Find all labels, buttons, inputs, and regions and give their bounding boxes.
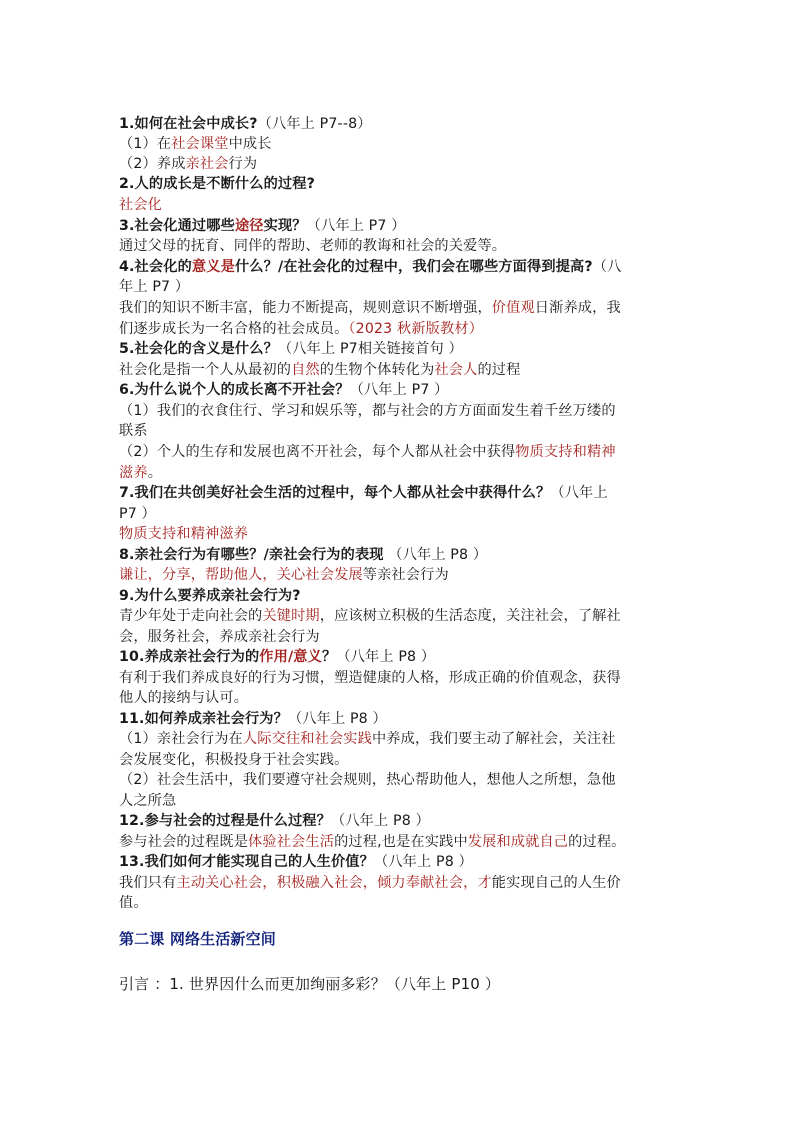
answer-line bbox=[119, 750, 348, 770]
highlighted-text: 意义是 bbox=[191, 259, 235, 275]
text-segment: 人之所急 bbox=[119, 793, 177, 809]
text-segment: 会，服务社会，养成亲社会行为 bbox=[119, 629, 320, 645]
answer-line bbox=[119, 606, 621, 626]
highlighted-text: 社会化 bbox=[119, 197, 163, 213]
text-segment: 10.养成亲社会行为的 bbox=[119, 649, 260, 665]
highlighted-text: 亲社会 bbox=[185, 156, 229, 172]
section-heading bbox=[119, 929, 276, 949]
answer-line bbox=[119, 974, 500, 994]
text-segment: ？ bbox=[321, 649, 337, 665]
text-segment: 联系 bbox=[119, 423, 148, 439]
text-segment: （1）在 bbox=[119, 136, 172, 152]
text-segment: 的生物个体转化为 bbox=[319, 362, 435, 378]
text-segment: 社会化是指一个人从最初的 bbox=[119, 362, 292, 378]
text-segment: 中养成，我们要主动了解社会，关注社 bbox=[371, 731, 616, 747]
answer-line bbox=[119, 401, 616, 421]
text-segment: 等亲社会行为 bbox=[362, 567, 449, 583]
source-reference: （八年上 P8 ） bbox=[287, 711, 387, 727]
text-segment: 行为 bbox=[228, 156, 258, 172]
text-segment: 青少年处于走向社会的 bbox=[119, 608, 263, 624]
text-segment: 能实现自己的人生价 bbox=[491, 875, 621, 891]
answer-line bbox=[119, 893, 148, 913]
highlighted-text: 自然 bbox=[291, 362, 320, 378]
text-segment: 的过程 bbox=[477, 362, 521, 378]
source-reference: （八年上 P7 ） bbox=[306, 218, 406, 234]
answer-line bbox=[119, 442, 616, 462]
text-segment: 有利于我们养成良好的行为习惯，塑造健康的人格，形成正确的价值观念，获得 bbox=[119, 670, 621, 686]
highlighted-text: 人际交往和社会实践 bbox=[242, 731, 372, 747]
text-segment: （2）养成 bbox=[119, 156, 186, 172]
answer-line bbox=[119, 360, 520, 380]
answer-line bbox=[119, 154, 257, 174]
answer-line bbox=[119, 627, 320, 647]
answer-line bbox=[119, 298, 621, 318]
source-reference: （八年上 P7--8） bbox=[257, 116, 372, 132]
text-segment: 日渐养成，我 bbox=[534, 300, 621, 316]
source-reference: （八年上 P8 ） bbox=[330, 813, 430, 829]
source-reference: （八年上 P7相关链接首句 ） bbox=[277, 341, 463, 357]
answer-line bbox=[119, 770, 616, 790]
source-reference: （八年上 P8 ） bbox=[383, 547, 488, 563]
highlighted-text: 途径 bbox=[234, 218, 264, 234]
answer-line bbox=[119, 524, 248, 544]
highlighted-text: 价值观 bbox=[491, 300, 535, 316]
source-reference: （八 bbox=[592, 259, 622, 275]
text-segment: 1.如何在社会中成长? bbox=[119, 116, 258, 132]
text-segment: 2.人的成长是不断什么的过程? bbox=[119, 176, 315, 192]
highlighted-text: 发展和成就自己 bbox=[467, 834, 569, 850]
source-reference: （八年上 P8 ） bbox=[373, 854, 473, 870]
question-line bbox=[119, 647, 435, 667]
answer-line bbox=[119, 463, 162, 483]
text-segment: （1）亲社会行为在 bbox=[119, 731, 243, 747]
highlighted-text: 体验社会生活 bbox=[248, 834, 335, 850]
answer-line bbox=[119, 319, 483, 339]
text-segment: 13.我们如何才能实现自己的人生价值？ bbox=[119, 854, 374, 870]
highlighted-text: 社会人 bbox=[434, 362, 478, 378]
text-segment: 7.我们在共创美好社会生活的过程中，每个人都从社会中获得什么？ bbox=[119, 485, 551, 501]
source-reference: P7 ） bbox=[119, 506, 156, 522]
source-reference: （八年上 bbox=[550, 485, 608, 501]
answer-line bbox=[119, 277, 189, 297]
answer-line bbox=[119, 565, 449, 585]
text-segment: ，应该树立积极的生活态度，关注社会，了解社 bbox=[319, 608, 621, 624]
answer-line bbox=[119, 873, 621, 893]
text-segment: 引言 ：1. 世界因什么而更加绚丽多彩？（八年上 P10 ） bbox=[119, 975, 501, 993]
highlighted-text: 滋养 bbox=[119, 465, 148, 481]
text-segment: 中成长 bbox=[228, 136, 272, 152]
question-line bbox=[119, 709, 387, 729]
text-segment: 。 bbox=[147, 465, 163, 481]
answer-line bbox=[119, 688, 248, 708]
text-segment: 4.社会化的 bbox=[119, 259, 192, 275]
text-segment: （2）社会生活中，我们要遵守社会规则，热心帮助他人，想他人之所想，急他 bbox=[119, 772, 616, 788]
question-line bbox=[119, 257, 621, 277]
answer-line bbox=[119, 421, 148, 441]
text-segment: （1）我们的衣食住行、学习和娱乐等，都与社会的方方面面发生着千丝万缕的 bbox=[119, 403, 616, 419]
highlighted-text: 物质支持和精神滋养 bbox=[119, 526, 249, 542]
text-segment: 6.为什么说个人的成长离不开社会？ bbox=[119, 382, 350, 398]
question-line bbox=[119, 483, 608, 503]
question-line bbox=[119, 339, 463, 359]
question-line bbox=[119, 114, 372, 134]
answer-line bbox=[119, 195, 162, 215]
text-segment: 8.亲社会行为有哪些？/亲社会行为的表现 bbox=[119, 547, 384, 563]
text-segment: 通过父母的抚育、同伴的帮助、老师的教诲和社会的关爱等。 bbox=[119, 238, 507, 254]
question-line bbox=[119, 545, 487, 565]
text-segment: 9.为什么要养成亲社会行为? bbox=[119, 588, 301, 604]
text-segment: 我们只有 bbox=[119, 875, 177, 891]
text-segment: 值。 bbox=[119, 895, 148, 911]
answer-line bbox=[119, 134, 272, 154]
text-segment: 参与社会的过程既是 bbox=[119, 834, 249, 850]
text-segment: 年上 P7 ） bbox=[119, 279, 190, 295]
question-line bbox=[119, 586, 301, 606]
question-line bbox=[119, 811, 430, 831]
highlighted-text: 关键时期 bbox=[262, 608, 320, 624]
text-segment: 什么？/在社会化的过程中，我们会在哪些方面得到提高? bbox=[234, 259, 593, 275]
question-line bbox=[119, 504, 156, 524]
question-line bbox=[119, 380, 449, 400]
text-segment: 我们的知识不断丰富，能力不断提高，规则意识不断增强， bbox=[119, 300, 492, 316]
answer-line bbox=[119, 832, 626, 852]
question-line bbox=[119, 174, 315, 194]
answer-line bbox=[119, 791, 176, 811]
highlighted-text: 谦让，分享，帮助他人，关心社会发展 bbox=[119, 567, 363, 583]
source-reference: （八年上 P7 ） bbox=[349, 382, 449, 398]
text-segment: 第二课 网络生活新空间 bbox=[119, 930, 276, 948]
text-segment: 他人的接纳与认可。 bbox=[119, 690, 249, 706]
answer-line bbox=[119, 668, 621, 688]
highlighted-text: 物质支持和精神 bbox=[515, 444, 616, 460]
highlighted-text: （2023 秋新版教材） bbox=[348, 321, 484, 337]
highlighted-text: 作用/意义 bbox=[259, 649, 322, 665]
text-segment: 11.如何养成亲社会行为？ bbox=[119, 711, 288, 727]
text-segment: 3.社会化通过哪些 bbox=[119, 218, 235, 234]
answer-line bbox=[119, 236, 506, 256]
text-segment: （2）个人的生存和发展也离不开社会，每个人都从社会中获得 bbox=[119, 444, 516, 460]
question-line bbox=[119, 852, 473, 872]
text-segment: 5.社会化的含义是什么？ bbox=[119, 341, 278, 357]
text-segment: 实现？ bbox=[263, 218, 307, 234]
question-line bbox=[119, 216, 406, 236]
text-segment: 12.参与社会的过程是什么过程？ bbox=[119, 813, 331, 829]
answer-line bbox=[119, 729, 616, 749]
text-segment: 的过程。 bbox=[568, 834, 626, 850]
highlighted-text: 社会课堂 bbox=[171, 136, 229, 152]
source-reference: （八年上 P8 ） bbox=[336, 649, 436, 665]
text-segment: 会发展变化，积极投身于社会实践。 bbox=[119, 752, 349, 768]
text-segment: 们逐步成长为一名合格的社会成员。 bbox=[119, 321, 349, 337]
text-segment: 的过程,也是在实践中 bbox=[334, 834, 468, 850]
highlighted-text: 主动关心社会，积极融入社会，倾力奉献社会，才 bbox=[176, 875, 492, 891]
